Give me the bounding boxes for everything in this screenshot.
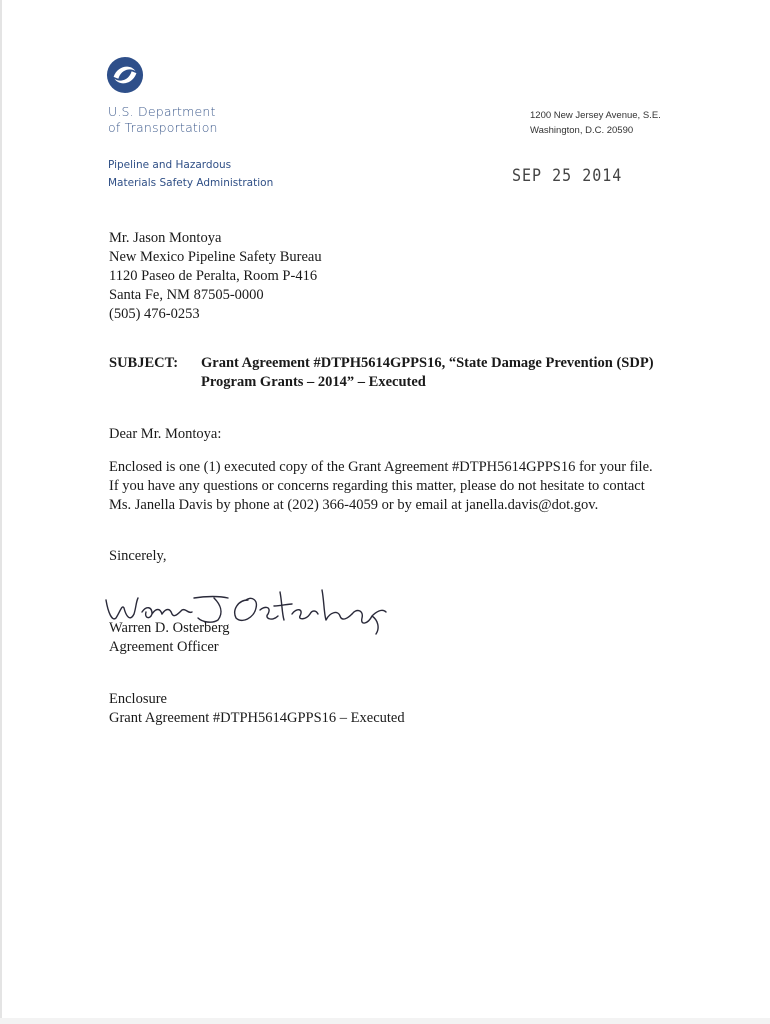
body-line-2: If you have any questions or concerns regarding this matter, please do not hesitate to contact (109, 478, 645, 494)
salutation: Dear Mr. Montoya: (109, 426, 222, 442)
body-line-3: Ms. Janella Davis by phone at (202) 366-4059 or by email at janella.davis@dot.gov. (109, 497, 599, 513)
recipient-name: Mr. Jason Montoya (109, 230, 222, 246)
subject-line-2: Program Grants – 2014” – Executed (201, 374, 426, 390)
body-line-1: Enclosed is one (1) executed copy of the Grant Agreement #DTPH5614GPPS16 for your file. (109, 459, 653, 475)
address-line-2: Washington, D.C. 20590 (530, 125, 634, 136)
page-edge (0, 0, 2, 1024)
department-name (108, 104, 218, 136)
agency-line-1: Pipeline and Hazardous (108, 159, 232, 171)
agency-name (108, 156, 273, 192)
enclosure-item: Grant Agreement #DTPH5614GPPS16 – Executed (109, 710, 405, 726)
department-line-1: U.S. Department (108, 104, 216, 119)
recipient-organization: New Mexico Pipeline Safety Bureau (109, 249, 322, 265)
recipient-street: 1120 Paseo de Peralta, Room P-416 (109, 268, 318, 284)
department-line-2: of Transportation (108, 120, 218, 135)
enclosure-label: Enclosure (109, 691, 167, 707)
signer-title: Agreement Officer (109, 639, 219, 655)
closing: Sincerely, (109, 548, 167, 564)
subject-text (201, 354, 681, 392)
subject-line-1: Grant Agreement #DTPH5614GPPS16, “State Damage Prevention (SDP) (201, 355, 654, 371)
signer-block (109, 619, 230, 657)
subject-label: SUBJECT: (109, 355, 179, 371)
recipient-block (109, 229, 322, 324)
dot-logo-icon (106, 56, 144, 94)
page-bottom-edge (0, 1018, 770, 1024)
letter-body (109, 458, 653, 515)
recipient-phone: (505) 476-0253 (109, 306, 200, 322)
agency-line-2: Materials Safety Administration (108, 177, 274, 189)
office-address (530, 108, 661, 138)
recipient-city: Santa Fe, NM 87505-0000 (109, 287, 264, 303)
signer-name: Warren D. Osterberg (109, 620, 230, 636)
date-stamp: SEP 25 2014 (512, 165, 623, 186)
address-line-1: 1200 New Jersey Avenue, S.E. (530, 110, 661, 121)
enclosure-block (109, 690, 405, 728)
